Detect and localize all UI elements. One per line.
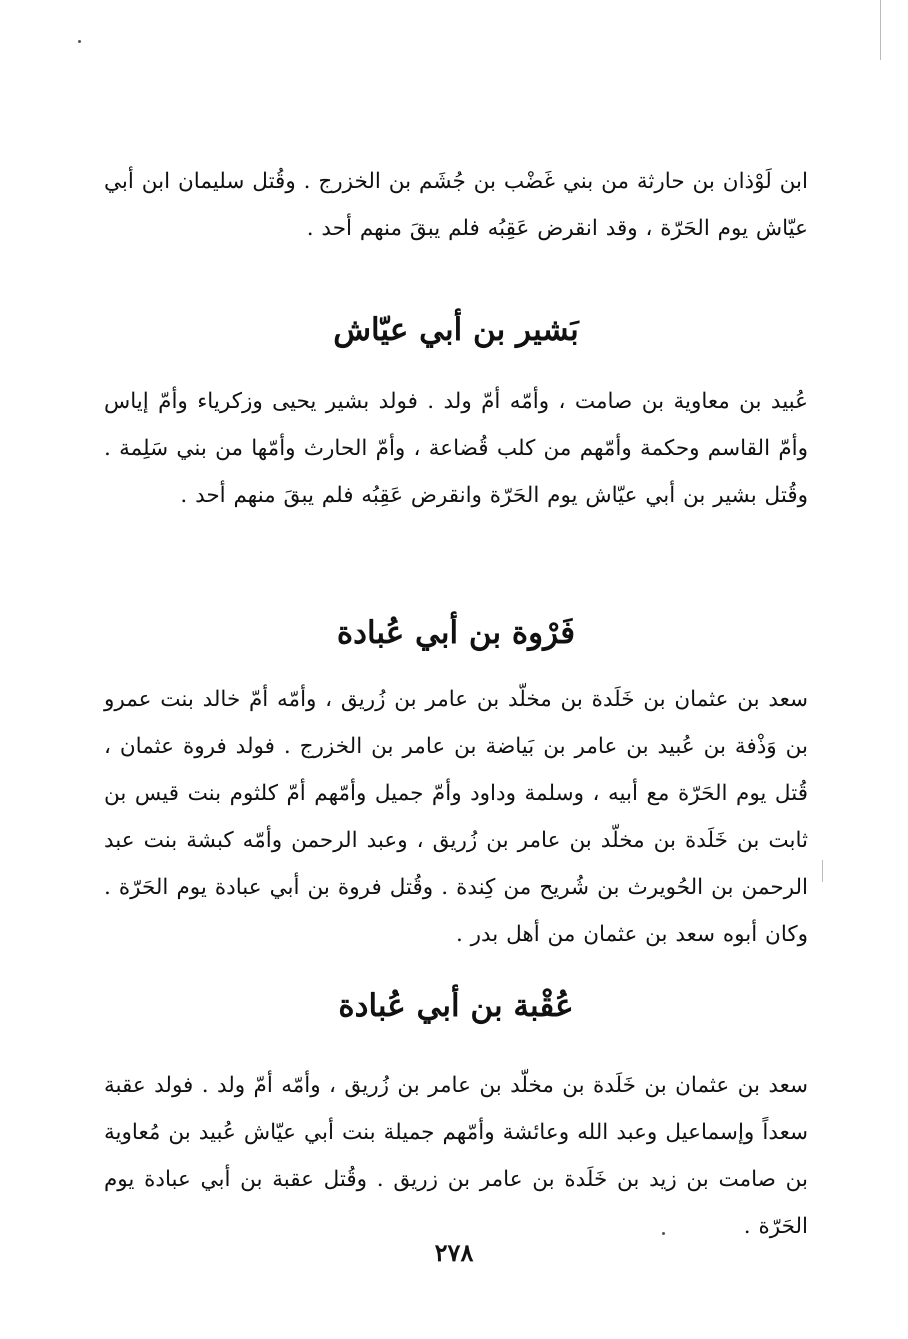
scan-mark [822, 860, 823, 882]
section-heading-bashir: بَشير بن أبي عيّاش [333, 311, 579, 348]
page-number: ٢٧٨ [434, 1238, 474, 1267]
scan-speck [78, 40, 81, 43]
scan-mark [880, 0, 881, 60]
intro-paragraph: ابن لَوْذان بن حارثة من بني غَضْب بن جُشَم بن الخزرج . وقُتل سليمان ابن أبي عيّاش يوم الحَرّة ، وقد انقرض عَقِبُه فلم يبقَ منهم أحد . [104, 168, 808, 241]
section-body-uqba: سعد بن عثمان بن خَلَدة بن مخلّد بن عامر بن زُريق ، وأمّه أمّ ولد . فولد عقبة سعداً وإسماعيل وعبد الله وعائشة وأمّهم جميلة بنت أبي عيّاش عُبيد بن مُعاوية بن صامت بن زيد بن خَلَدة بن عامر بن زريق . وقُتل عقبة بن أبي عبادة يوم الحَرّة . [104, 1072, 808, 1239]
section-body-farwa: سعد بن عثمان بن خَلَدة بن مخلّد بن عامر بن زُريق ، وأمّه أمّ خالد بنت عمرو بن وَذْفة بن عُبيد بن عامر بن بَياضة بن عامر بن الخزرج . فولد فروة عثمان ، قُتل يوم الحَرّة مع أبيه ، وسلمة وداود وأمّ جميل وأمّهم أمّ كلثوم بنت قيس بن ثابت بن خَلَدة بن مخلّد بن عامر بن زُريق ، وعبد الرحمن وأمّه كبشة بنت عبد الرحمن بن الحُويرث بن شُريح من كِندة . وقُتل فروة بن أبي عبادة يوم الحَرّة . وكان أبوه سعد بن عثمان من أهل بدر . [104, 686, 808, 947]
section-body-bashir: عُبيد بن معاوية بن صامت ، وأمّه أمّ ولد . فولد بشير يحيى وزكرياء وأمّ إياس وأمّ القاسم وحكمة وأمّهم من كلب قُضاعة ، وأمّ الحارث وأمّها من بني سَلِمة . وقُتل بشير بن أبي عيّاش يوم الحَرّة وانقرض عَقِبُه فلم يبقَ منهم أحد . [104, 388, 808, 508]
section-heading-farwa: فَرْوة بن أبي عُبادة [336, 614, 576, 651]
section-heading-uqba: عُقْبة بن أبي عُبادة [338, 987, 574, 1024]
